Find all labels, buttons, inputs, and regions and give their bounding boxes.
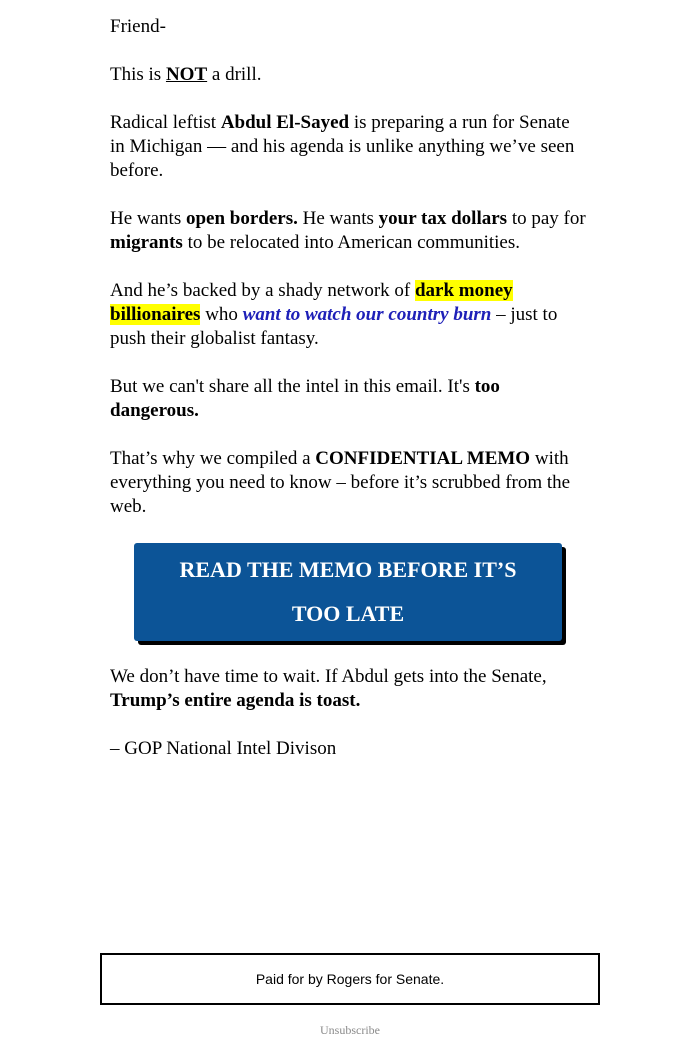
highlighted-dark-money: dark money billionaires	[110, 280, 513, 325]
signature-text: – GOP National Intel Divison	[110, 738, 337, 759]
bold-tax-dollars: your tax dollars	[378, 208, 508, 229]
bold-too-dangerous: too dangerous.	[110, 376, 500, 421]
not-emphasis: NOT	[165, 64, 208, 85]
text: who	[200, 304, 243, 325]
candidate-name: Abdul El-Sayed	[220, 112, 350, 133]
paid-for-disclaimer	[100, 953, 600, 1005]
text: But we can't share all the intel in this email. It's	[110, 376, 475, 397]
cta-container	[134, 543, 566, 641]
paragraph-dark-money	[110, 279, 588, 351]
bold-agenda-toast: Trump’s entire agenda is toast.	[110, 690, 361, 711]
cta-label-line-2: TOO LATE	[291, 601, 405, 626]
blue-italic-emphasis: want to watch our country burn	[242, 304, 492, 325]
email-body	[110, 15, 588, 785]
text: We don’t have time to wait. If Abdul gets into the Senate,	[110, 666, 547, 687]
read-memo-button[interactable]	[134, 543, 562, 641]
signature	[110, 737, 588, 761]
greeting-text: Friend-	[110, 16, 166, 37]
paragraph-intel	[110, 375, 588, 423]
paid-for-text: Paid for by Rogers for Senate.	[255, 971, 445, 987]
paragraph-not-a-drill	[110, 63, 588, 87]
text: is preparing a run for Senate in Michigan — and his agenda is unlike anything we’ve seen before.	[110, 112, 575, 181]
bold-open-borders: open borders.	[185, 208, 298, 229]
greeting	[110, 15, 588, 39]
cta-label-line-1: READ THE MEMO BEFORE IT’S	[179, 557, 517, 582]
unsubscribe-container	[0, 1021, 700, 1039]
text: to pay for	[507, 208, 586, 229]
text: with everything you need to know – before it’s scrubbed from the web.	[110, 448, 571, 517]
text: Radical leftist	[110, 112, 221, 133]
paragraph-agenda	[110, 207, 588, 255]
bold-confidential-memo: CONFIDENTIAL MEMO	[315, 448, 531, 469]
text: He wants	[110, 208, 186, 229]
bold-migrants: migrants	[110, 232, 183, 253]
text: That’s why we compiled a	[110, 448, 316, 469]
paragraph-candidate	[110, 111, 588, 183]
text: And he’s backed by a shady network of	[110, 280, 415, 301]
text: to be relocated into American communities.	[182, 232, 520, 253]
paragraph-memo	[110, 447, 588, 519]
text: – just to push their globalist fantasy.	[110, 304, 558, 349]
text: He wants	[297, 208, 379, 229]
unsubscribe-link[interactable]: Unsubscribe	[320, 1023, 380, 1037]
paragraph-closing	[110, 665, 588, 713]
text: a drill.	[207, 64, 262, 85]
text: This is	[110, 64, 166, 85]
